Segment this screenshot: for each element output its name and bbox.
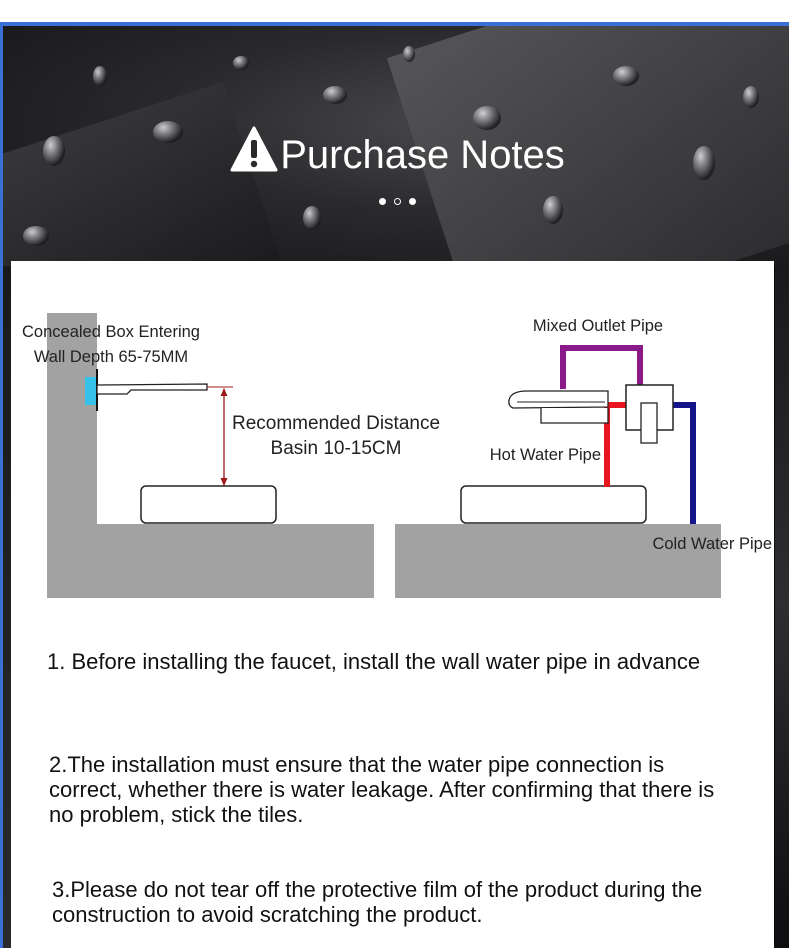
- wall-mount-diagram: [22, 313, 440, 598]
- warning-triangle-icon: [230, 126, 278, 182]
- water-drop: [23, 226, 49, 246]
- arrow-down: [221, 478, 228, 486]
- pagination-dot[interactable]: [409, 198, 416, 205]
- basin: [461, 486, 646, 523]
- water-drop: [233, 56, 249, 70]
- pagination-dots: [3, 198, 789, 205]
- concealed-box: [85, 377, 97, 405]
- note-2: 2.The installation must ensure that the water pipe connection is correct, whether there is water leakage. After confirming that there is no problem, stick the tiles.: [49, 752, 715, 827]
- pagination-dot[interactable]: [394, 198, 401, 205]
- arrow-up: [221, 388, 228, 396]
- water-drop: [303, 206, 321, 230]
- background-edge-left: [3, 266, 11, 948]
- pipe-diagram: [395, 317, 772, 598]
- mixed-outlet-pipe: [563, 348, 640, 389]
- water-drop: [93, 66, 107, 86]
- background-edge-right: [775, 266, 789, 948]
- label-box-line2: Wall Depth 65-75MM: [33, 348, 189, 366]
- page-title-text: Purchase Notes: [280, 133, 565, 177]
- label-mixed-outlet-pipe: Mixed Outlet Pipe: [532, 317, 664, 335]
- cold-water-pipe: [673, 405, 693, 524]
- label-box-line1: Concealed Box Entering: [22, 323, 200, 341]
- note-3: 3.Please do not tear off the protective film of the product during the construction to avoid scratching the product.: [52, 877, 703, 927]
- pagination-dot[interactable]: [379, 198, 386, 205]
- water-drop: [403, 46, 415, 62]
- floor-block: [47, 524, 374, 598]
- label-hot-water-pipe: Hot Water Pipe: [489, 446, 601, 464]
- water-drop: [743, 86, 759, 108]
- faucet-body: [541, 408, 608, 423]
- hot-water-pipe: [607, 405, 626, 487]
- content-card: [11, 261, 774, 948]
- faucet-spout: [97, 384, 207, 394]
- basin: [141, 486, 276, 523]
- water-drop: [613, 66, 639, 86]
- label-distance-line2: Basin 10-15CM: [270, 438, 402, 459]
- hero-background: [3, 26, 789, 266]
- note-1: 1. Before installing the faucet, install the wall water pipe in advance: [47, 649, 701, 674]
- page-title: [3, 126, 789, 182]
- faucet-spout: [509, 391, 608, 408]
- valve-cartridge: [641, 403, 657, 443]
- label-distance-line1: Recommended Distance: [231, 413, 441, 434]
- water-drop: [323, 86, 347, 104]
- label-cold-water-pipe: Cold Water Pipe: [652, 535, 772, 553]
- installation-diagram: [11, 261, 774, 606]
